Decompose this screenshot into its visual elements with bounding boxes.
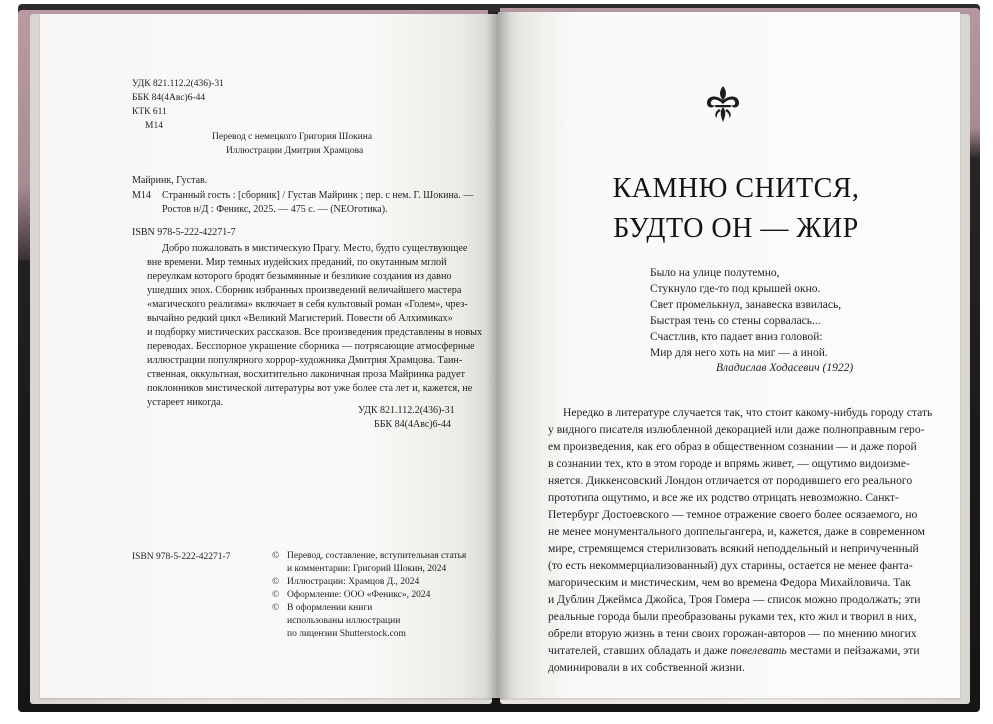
body-line-start: читателей, ставших обладать и даже — [548, 644, 731, 657]
book-gutter — [486, 12, 510, 700]
annotation-line: ственная, оккультная, восхитительно лаконичная проза Майринка радует — [147, 369, 465, 380]
author-mark: М14 — [145, 121, 163, 131]
bib-desc-line: Ростов н/Д : Феникс, 2025. — 475 с. — (NEOготика). — [162, 204, 388, 215]
body-line: Петербург Достоевского — темное отражение своего более осязаемого, но — [548, 508, 918, 521]
annotation-line: иллюстрации популярного хоррор-художника Дмитрия Храмцова. Таин- — [147, 355, 463, 366]
body-line: (то есть некоммерциализованный) дух старины, остается не менее фанта- — [548, 559, 913, 572]
annotation-line: вычайно редкий цикл «Великий Магистерий. Повести об Алхимиках» — [147, 313, 453, 324]
epigraph-line: Стукнуло где-то под крышей окно. — [650, 283, 821, 295]
udk-line: УДК 821.112.2(436)-31 — [132, 79, 224, 89]
copyright-symbol: © — [272, 551, 280, 561]
bib-code: М14 — [132, 190, 151, 201]
annotation-line: переводах. Бесспорное украшение сборника — потрясающие атмосферные — [147, 341, 475, 352]
body-line: ем произведения, как его образ в общественном сознании — и даже порой — [548, 440, 917, 453]
epigraph-line: Мир для него хоть на миг — а иной. — [650, 347, 828, 359]
body-line: Нередко в литературе случается так, что стоит какому-нибудь городу стать — [563, 406, 933, 419]
bbk-footer: ББК 84(4Авс)6-44 — [374, 419, 451, 430]
body-line: мире, стремящемся стерилизовать всякий неподдельный и непричученный — [548, 542, 919, 555]
annotation-line: ушедших эпох. Сборник избранных произведений величайшего мастера — [147, 285, 462, 296]
copyright-symbol: © — [272, 590, 280, 600]
copyright-line: по лицензии Shutterstock.com — [287, 629, 406, 639]
copyright-symbol: © — [272, 577, 280, 587]
epigraph-line: Счастлив, кто падает вниз головой: — [650, 331, 823, 343]
copyright-line: и комментарии: Григорий Шокин, 2024 — [287, 564, 447, 574]
body-line: магорическим и мистическим, чем во времена Федора Михайловича. Так — [548, 576, 911, 589]
epigraph-author: Владислав Ходасевич (1922) — [716, 362, 854, 374]
body-line: прототипа ощутимо, и все же их родство отрицать невозможно. Санкт- — [548, 491, 899, 504]
annotation-line: «магического реализма» включает в себя культовый роман «Голем», чрез- — [147, 299, 468, 310]
udk-footer: УДК 821.112.2(436)-31 — [358, 405, 455, 416]
annotation-line: устареет никогда. — [147, 397, 224, 408]
author-name: Майринк, Густав. — [132, 175, 208, 186]
annotation-line: Добро пожаловать в мистическую Прагу. Место, будто существующее — [162, 243, 468, 254]
annotation-line: вне времени. Мир темных иудейских преданий, по окутанным мглой — [147, 257, 447, 268]
fleur-ornament-icon — [701, 82, 745, 126]
copyright-line: Оформление: ООО «Феникс», 2024 — [287, 590, 431, 600]
body-line: у видного писателя излюбленной декорацией или даже полноправным геро- — [548, 423, 925, 436]
body-line-tail: местами и пейзажами, эти — [786, 644, 920, 657]
body-line: доминировали в их собственной жизни. — [548, 661, 745, 674]
epigraph-line: Свет промелькнул, занавеска взвилась, — [650, 299, 842, 311]
body-line: и Дублин Джеймса Джойса, Троя Гомера — список можно продолжать; эти — [548, 593, 921, 606]
translator-credit: Перевод с немецкого Григория Шокина — [212, 132, 373, 142]
epigraph-line: Было на улице полутемно, — [650, 267, 780, 279]
copyright-line: использованы иллюстрации — [287, 616, 401, 626]
body-line: обрели вторую жизнь в тени своих горожан-авторов — по мнению многих — [548, 627, 917, 640]
annotation-line: переулкам которого бродят безымянные и безликие создания из давно — [147, 271, 452, 282]
copyright-symbol: © — [272, 603, 280, 613]
bib-desc-line: Странный гость : [сборник] / Густав Майринк ; пер. с нем. Г. Шокина. — — [162, 190, 474, 201]
body-italic-word: повелевать — [730, 644, 787, 657]
copyright-line: Перевод, составление, вступительная статья — [287, 551, 467, 561]
copyright-line: Иллюстрации: Храмцов Д., 2024 — [287, 577, 420, 587]
copyright-line: В оформлении книги — [287, 603, 373, 613]
ktk-line: КТК 611 — [132, 107, 167, 117]
body-line: в сознании тех, кто в этом городе и впрямь живет, — ощутимо видоизме- — [548, 457, 910, 470]
chapter-title-line: БУДТО ОН — ЖИР — [613, 213, 859, 244]
isbn-bottom: ISBN 978-5-222-42271-7 — [132, 552, 231, 562]
annotation-line: и подборку мистических рассказов. Все произведения представлены в новых — [147, 327, 483, 338]
body-line-with-italic — [548, 645, 920, 657]
bbk-line: ББК 84(4Авс)6-44 — [132, 93, 206, 103]
illustrator-credit: Иллюстрации Дмитрия Храмцова — [226, 146, 364, 156]
annotation-line: поклонников мистической литературы вот уже более ста лет и, кажется, не — [147, 383, 473, 394]
epigraph-line: Быстрая тень со стены сорвалась... — [650, 315, 821, 327]
chapter-title-line: КАМНЮ СНИТСЯ, — [612, 173, 860, 204]
body-line: реальные города были преобразованы руками тех, кто жил и творил в них, — [548, 610, 917, 623]
body-line: не менее монументального доппельгангера, и, кажется, даже в современном — [548, 525, 925, 538]
body-line: няется. Диккенсовский Лондон отличается от породившего его реального — [548, 474, 913, 487]
isbn-top: ISBN 978-5-222-42271-7 — [132, 227, 236, 238]
